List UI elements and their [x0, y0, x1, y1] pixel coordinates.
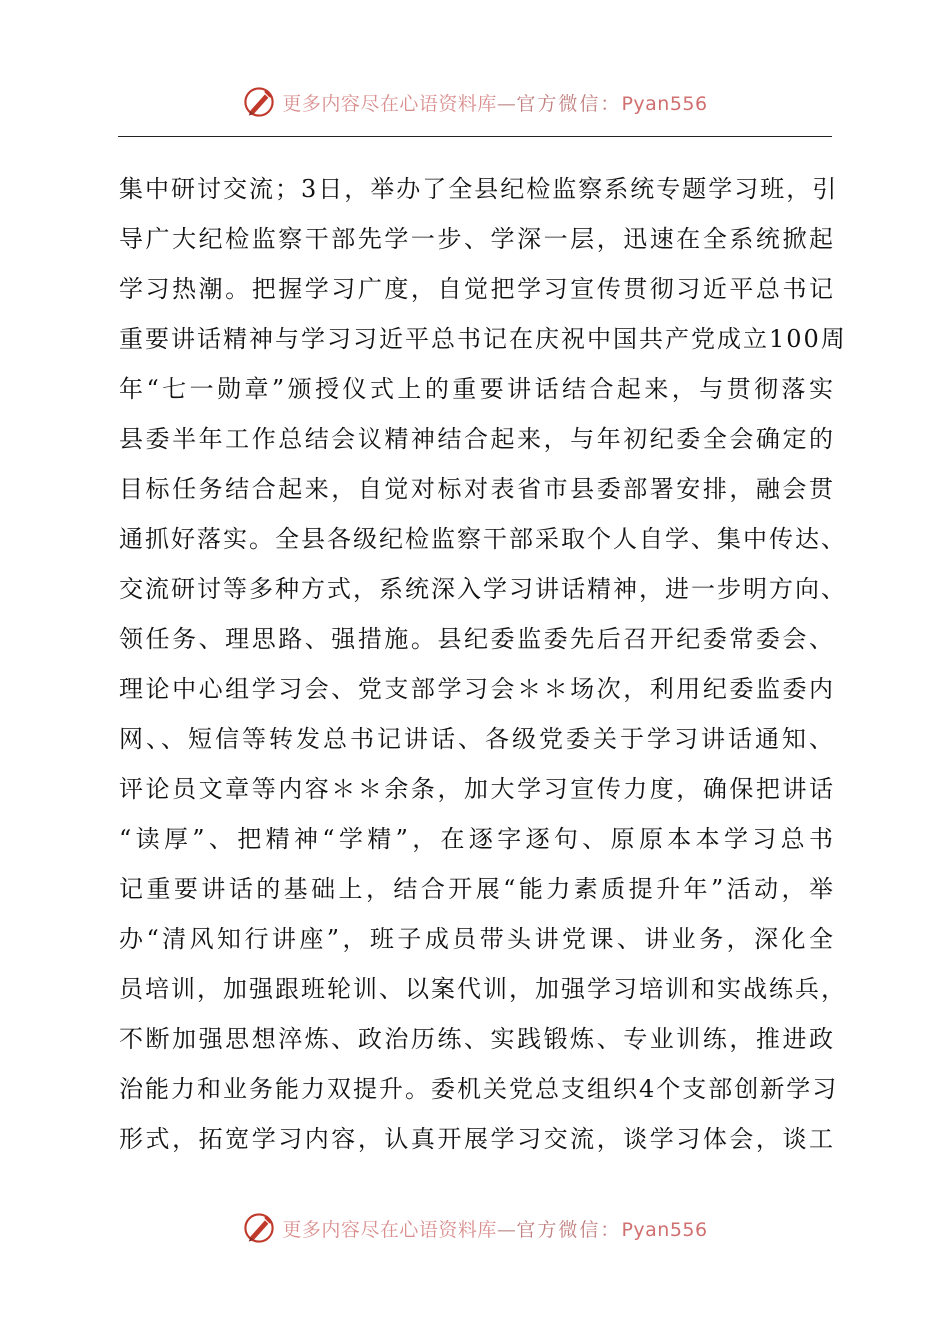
banner-wechat-id: Pyan556: [621, 1218, 708, 1241]
body-line: 年“七一勋章”颁授仪式上的重要讲话结合起来，与贯彻落实: [119, 375, 835, 403]
document-body: [119, 164, 847, 1164]
banner-text: [282, 1215, 707, 1242]
body-line: 学习热潮。把握学习广度，自觉把学习宣传贯彻习近平总书记: [119, 275, 835, 303]
banner-wechat-id: Pyan556: [621, 92, 708, 115]
body-line: 评论员文章等内容＊＊余条，加大学习宣传力度，确保把讲话: [119, 775, 835, 803]
body-line: 形式，拓宽学习内容，认真开展学习交流，谈学习体会，谈工: [119, 1125, 835, 1153]
banner-site-name: 更多内容尽在心语资料库: [282, 1218, 497, 1241]
pen-nib-logo-icon: [242, 85, 276, 119]
body-line: 导广大纪检监察干部先学一步、学深一层，迅速在全系统掀起: [119, 225, 835, 253]
body-line: 员培训，加强跟班轮训、以案代训，加强学习培训和实战练兵，: [119, 975, 847, 1003]
banner-official-label: 官方微信：: [516, 1218, 622, 1241]
header-divider: [118, 136, 832, 137]
body-line: 办“清风知行讲座”，班子成员带头讲党课、讲业务，深化全: [119, 925, 835, 953]
body-line: 交流研讨等多种方式，系统深入学习讲话精神，进一步明方向、: [119, 575, 847, 603]
body-line: 不断加强思想淬炼、政治历练、实践锻炼、专业训练，推进政: [119, 1025, 835, 1053]
footer-banner: [0, 1208, 950, 1248]
banner-official-label: 官方微信：: [516, 92, 622, 115]
pen-nib-logo-icon: [242, 1211, 276, 1245]
body-line: 重要讲话精神与学习习近平总书记在庆祝中国共产党成立100周: [119, 325, 847, 353]
header-banner: [0, 82, 950, 122]
body-line: 集中研讨交流；3日，举办了全县纪检监察系统专题学习班，引: [119, 175, 839, 203]
body-line: 治能力和业务能力双提升。委机关党总支组织4个支部创新学习: [119, 1075, 839, 1103]
body-line: 网、、短信等转发总书记讲话、各级党委关于学习讲话通知、: [119, 725, 835, 753]
banner-site-name: 更多内容尽在心语资料库: [282, 92, 497, 115]
body-line: 理论中心组学习会、党支部学习会＊＊场次，利用纪委监委内: [119, 675, 835, 703]
body-line: 目标任务结合起来，自觉对标对表省市县委部署安排，融会贯: [119, 475, 835, 503]
body-line: 领任务、理思路、强措施。县纪委监委先后召开纪委常委会、: [119, 625, 835, 653]
banner-text: [282, 89, 707, 116]
body-line: 县委半年工作总结会议精神结合起来，与年初纪委全会确定的: [119, 425, 835, 453]
body-line: 通抓好落实。全县各级纪检监察干部采取个人自学、集中传达、: [119, 525, 847, 553]
banner-dash: —: [496, 1218, 517, 1241]
banner-dash: —: [496, 92, 517, 115]
body-line: 记重要讲话的基础上，结合开展“能力素质提升年”活动，举: [119, 875, 835, 903]
body-line: “读厚”、把精神“学精”，在逐字逐句、原原本本学习总书: [119, 825, 835, 853]
